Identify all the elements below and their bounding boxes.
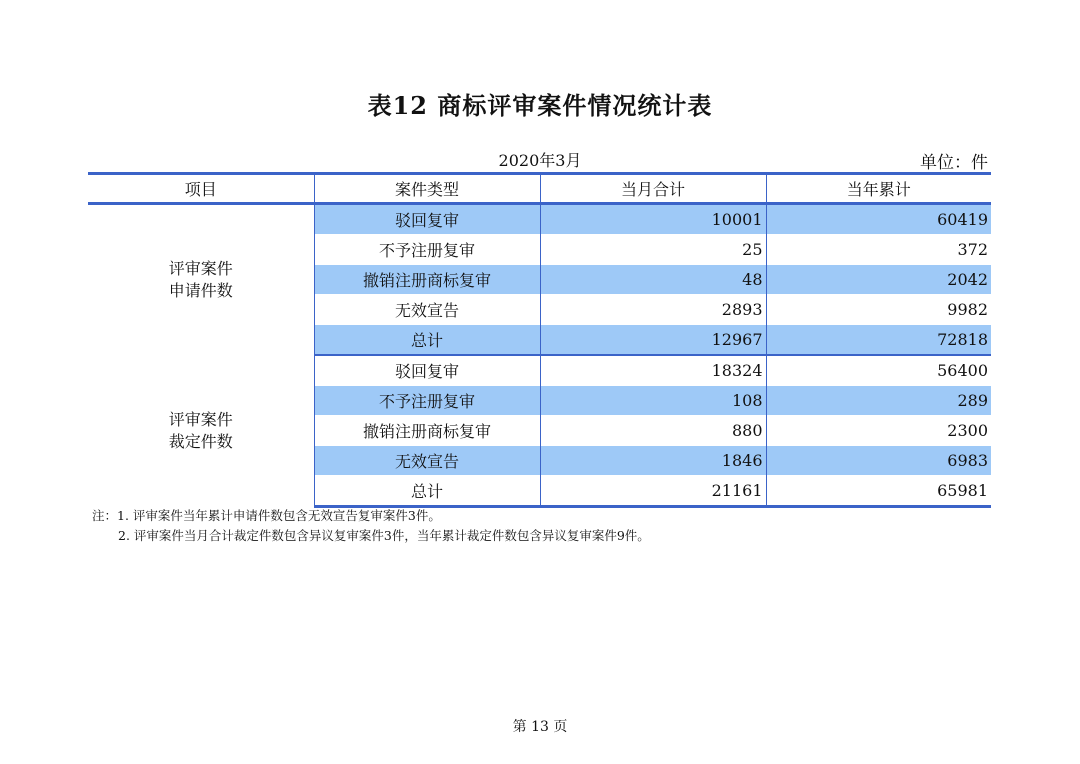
group-label-line1: 评审案件: [168, 410, 233, 429]
month-total-cell: 25: [540, 235, 766, 265]
case-type-cell: 无效宣告: [314, 446, 540, 476]
table-row: [88, 355, 991, 386]
month-total-cell: 48: [540, 265, 766, 295]
group-label-ruling: [88, 355, 314, 507]
group-label-line2: 申请件数: [168, 280, 233, 300]
header-item: 项目: [88, 174, 314, 204]
report-date: 2020年3月: [498, 151, 582, 170]
group-label-line1: 评审案件: [168, 258, 233, 278]
case-type-cell: 总计: [314, 325, 540, 356]
footnotes: [92, 506, 650, 546]
year-total-cell: 289: [766, 386, 991, 416]
case-type-cell: 驳回复审: [314, 204, 540, 235]
group-label-line2: 裁定件数: [168, 432, 233, 451]
month-total-cell: 1846: [540, 446, 766, 476]
year-total-cell: 372: [766, 235, 991, 265]
case-type-cell: 撤销注册商标复审: [314, 265, 540, 295]
year-total-cell: 60419: [766, 204, 991, 235]
case-type-cell: 驳回复审: [314, 355, 540, 386]
month-total-cell: 880: [540, 416, 766, 446]
year-total-cell: 6983: [766, 446, 991, 476]
month-total-cell: 18324: [540, 355, 766, 386]
case-type-cell: 无效宣告: [314, 295, 540, 325]
year-total-cell: 56400: [766, 355, 991, 386]
year-total-cell: 65981: [766, 476, 991, 507]
footnote-2: 2. 评审案件当月合计裁定件数包含异议复审案件3件，当年累计裁定件数包含异议复审案件9件。: [118, 528, 650, 543]
case-type-cell: 不予注册复审: [314, 386, 540, 416]
month-total-cell: 2893: [540, 295, 766, 325]
month-total-cell: 10001: [540, 204, 766, 235]
header-row: [88, 174, 991, 204]
year-total-cell: 72818: [766, 325, 991, 356]
footnote-1: 注：1. 评审案件当年累计申请件数包含无效宣告复审案件3件。: [92, 508, 441, 523]
month-total-cell: 108: [540, 386, 766, 416]
case-type-cell: 撤销注册商标复审: [314, 416, 540, 446]
month-total-cell: 12967: [540, 325, 766, 356]
group-label-application: [88, 204, 314, 356]
year-total-cell: 2042: [766, 265, 991, 295]
page-number: 第 13 页: [512, 719, 568, 735]
statistics-table: [88, 172, 991, 508]
unit-label: 单位：件: [920, 153, 988, 173]
case-type-cell: 不予注册复审: [314, 235, 540, 265]
header-case-type: 案件类型: [314, 174, 540, 204]
table-title: 表12 商标评审案件情况统计表: [367, 91, 713, 120]
table-row: [88, 204, 991, 235]
case-type-cell: 总计: [314, 476, 540, 507]
header-year-total: 当年累计: [766, 174, 991, 204]
header-month-total: 当月合计: [540, 174, 766, 204]
year-total-cell: 9982: [766, 295, 991, 325]
month-total-cell: 21161: [540, 476, 766, 507]
year-total-cell: 2300: [766, 416, 991, 446]
